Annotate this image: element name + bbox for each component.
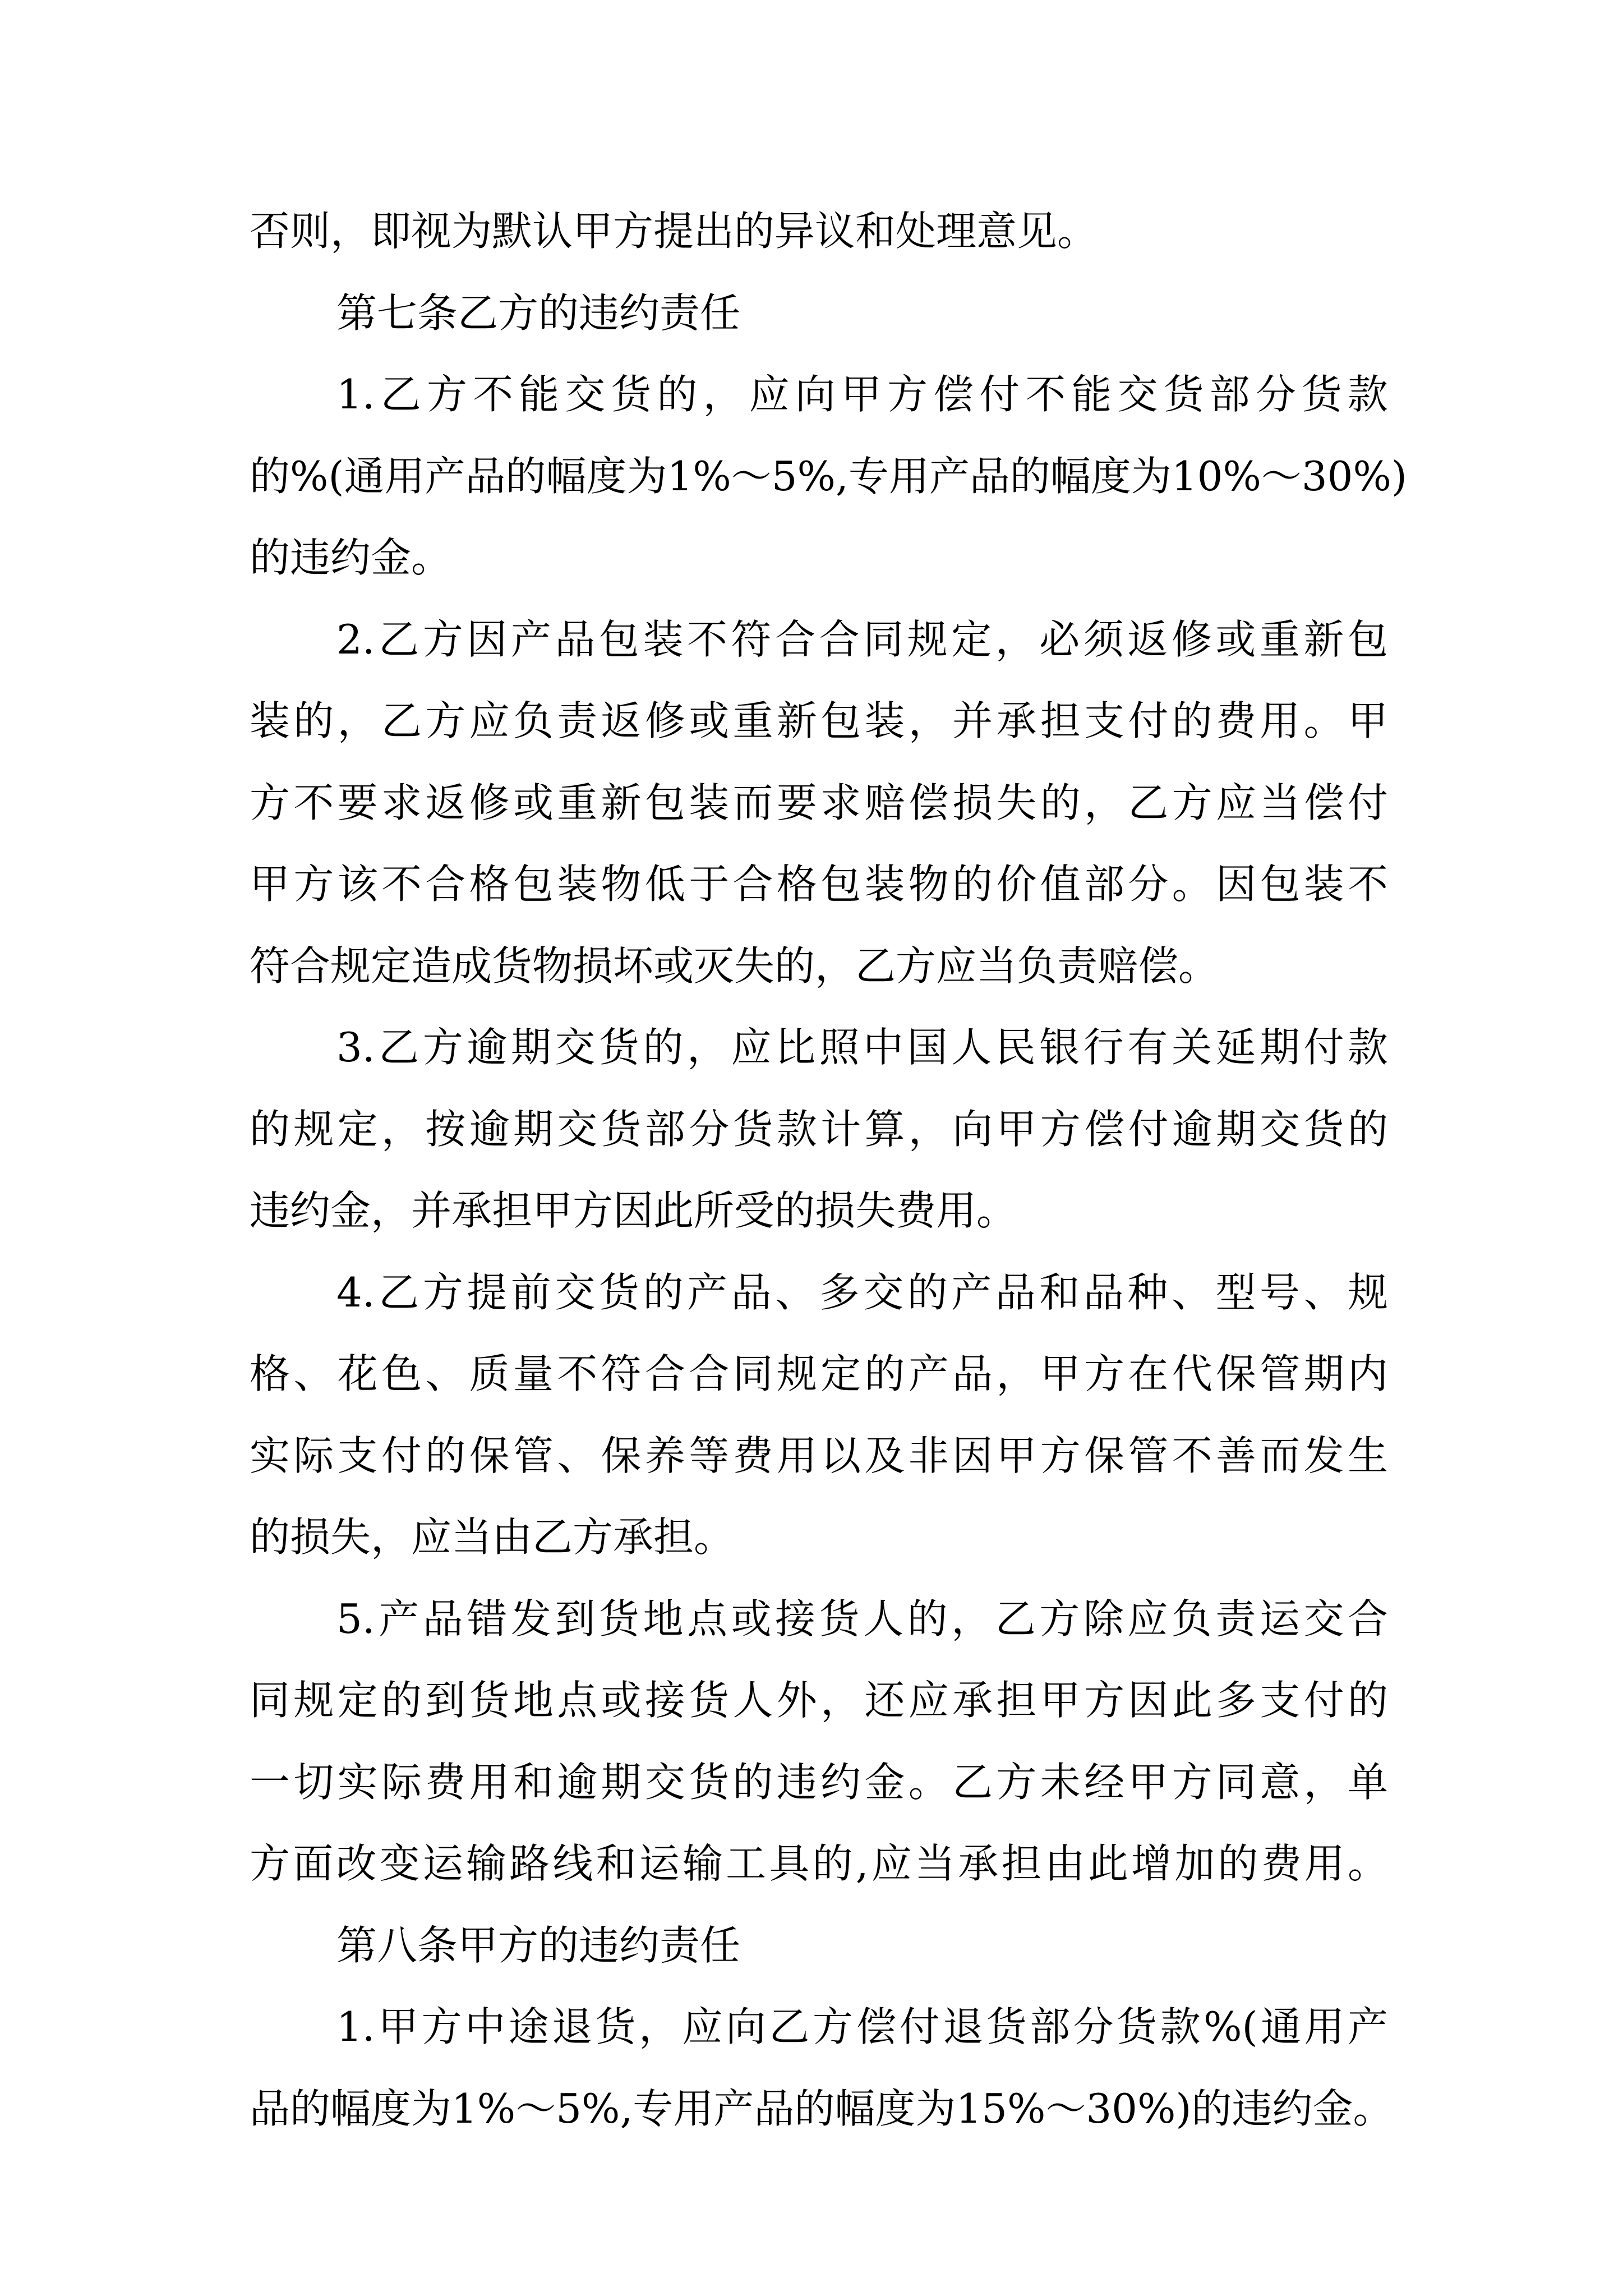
text-line: 违约金，并承担甲方因此所受的损失费用。 — [250, 1187, 1017, 1234]
text-line: 的违约金。 — [250, 534, 452, 581]
text-line: 的损失，应当由乙方承担。 — [250, 1513, 735, 1561]
text-line: 装的，乙方应负责返修或重新包装，并承担支付的费用。甲 — [250, 697, 1388, 744]
text-line: 方面改变运输路线和运输工具的,应当承担由此增加的费用。 — [250, 1840, 1388, 1887]
text-line: 1.甲方中途退货，应向乙方偿付退货部分货款%(通用产 — [336, 2003, 1388, 2050]
text-line: 的%(通用产品的幅度为1%～5%,专用产品的幅度为10%～30%) — [250, 452, 1407, 500]
text-line: 一切实际费用和逾期交货的违约金。乙方未经甲方同意，单 — [250, 1758, 1388, 1806]
text-line: 2.乙方因产品包装不符合合同规定，必须返修或重新包 — [336, 615, 1388, 663]
text-line: 格、花色、质量不符合合同规定的产品，甲方在代保管期内 — [250, 1350, 1388, 1397]
text-line: 符合规定造成货物损坏或灭失的，乙方应当负责赔偿。 — [250, 942, 1219, 990]
text-line: 否则，即视为默认甲方提出的异议和处理意见。 — [250, 208, 1098, 255]
document-body — [250, 191, 1407, 2150]
text-line: 4.乙方提前交货的产品、多交的产品和品种、型号、规 — [336, 1268, 1388, 1316]
article-8-heading: 第八条甲方的违约责任 — [336, 1921, 741, 1969]
text-line: 3.乙方逾期交货的，应比照中国人民银行有关延期付款 — [336, 1024, 1388, 1071]
text-line: 同规定的到货地点或接货人外，还应承担甲方因此多支付的 — [250, 1677, 1388, 1724]
text-line: 方不要求返修或重新包装而要求赔偿损失的，乙方应当偿付 — [250, 779, 1388, 826]
article-7-heading: 第七条乙方的违约责任 — [336, 289, 741, 337]
text-line: 实际支付的保管、保养等费用以及非因甲方保管不善而发生 — [250, 1432, 1388, 1479]
text-line: 1.乙方不能交货的，应向甲方偿付不能交货部分货款 — [336, 371, 1388, 418]
text-line: 品的幅度为1%～5%,专用产品的幅度为15%～30%)的违约金。 — [250, 2085, 1394, 2132]
text-line: 5.产品错发到货地点或接货人的，乙方除应负责运交合 — [336, 1595, 1388, 1642]
text-line: 甲方该不合格包装物低于合格包装物的价值部分。因包装不 — [250, 861, 1388, 908]
text-line: 的规定，按逾期交货部分货款计算，向甲方偿付逾期交货的 — [250, 1105, 1388, 1153]
